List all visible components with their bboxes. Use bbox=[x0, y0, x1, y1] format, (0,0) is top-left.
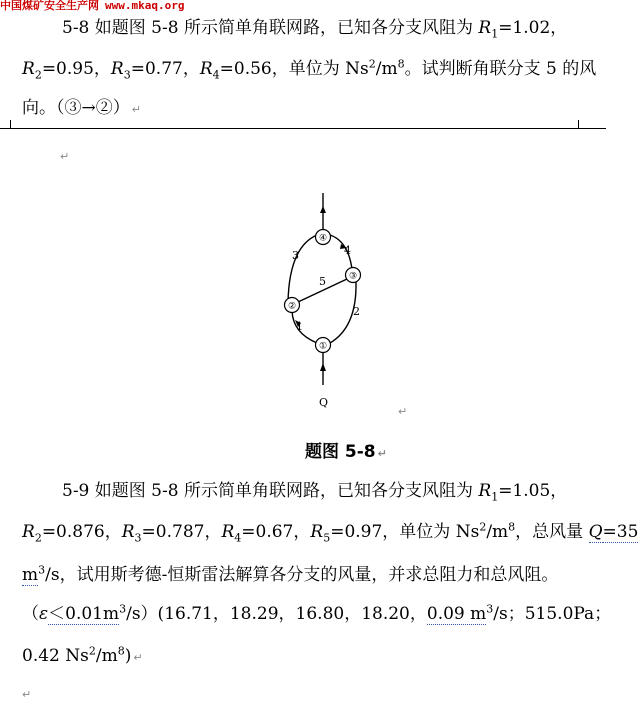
text-span: R bbox=[22, 59, 35, 79]
text-span: 3 bbox=[486, 602, 494, 616]
text-span: ↵ bbox=[377, 447, 387, 460]
text-span: 向。（③→②） bbox=[22, 98, 130, 118]
node-2-label: ② bbox=[287, 301, 297, 312]
text-span: R bbox=[221, 522, 235, 542]
branch-2-label: 2 bbox=[353, 305, 360, 318]
problem-5-9-line-4 bbox=[22, 603, 611, 625]
text-span: /m bbox=[486, 522, 509, 542]
branch-3 bbox=[288, 235, 317, 303]
text-span: 1 bbox=[491, 490, 499, 504]
text-span: 2 bbox=[34, 68, 42, 82]
text-span: =1.05， bbox=[498, 481, 568, 501]
paragraph-mark: ↵ bbox=[131, 103, 141, 116]
branch-4-label: 4 bbox=[344, 244, 351, 257]
text-span: 2 bbox=[88, 644, 96, 658]
flow-q-label: Q bbox=[319, 396, 329, 409]
branch-3-label: 3 bbox=[292, 249, 299, 262]
page-rule bbox=[0, 128, 606, 129]
text-span: =0.67， bbox=[241, 522, 311, 542]
node-4-label: ④ bbox=[318, 233, 328, 244]
text-span: R bbox=[478, 481, 492, 501]
problem-5-8-line-3 bbox=[22, 97, 141, 121]
text-span: 0.42 Ns bbox=[22, 646, 89, 666]
text-span: 4 bbox=[212, 68, 220, 82]
text-span: /s，试用斯考德-恒斯雷法解算各分支的风量，并求总阻力和总风阻。 bbox=[45, 565, 559, 585]
node-3-label: ③ bbox=[348, 271, 358, 282]
site-name: 中国煤矿安全生产网 bbox=[0, 0, 99, 12]
text-span: R bbox=[121, 522, 135, 542]
problem-5-9-line-1 bbox=[62, 480, 567, 502]
text-span: R bbox=[199, 59, 213, 79]
text-span: ε bbox=[39, 604, 49, 624]
outflow-arrow bbox=[320, 206, 326, 213]
text-span: 8 bbox=[508, 520, 516, 534]
text-span: 2 bbox=[479, 520, 487, 534]
network-diagram bbox=[255, 185, 405, 415]
inflow-arrow bbox=[320, 363, 326, 371]
text-span: ) bbox=[124, 646, 132, 666]
text-span: m bbox=[22, 565, 39, 585]
problem-5-9-line-5 bbox=[22, 645, 143, 669]
problem-5-8-line-1 bbox=[62, 17, 567, 39]
text-span: /s）(16.71，18.29，16.80，18.20， bbox=[126, 604, 427, 624]
text-span: ↵ bbox=[133, 651, 143, 664]
paragraph-mark: ↵ bbox=[398, 405, 408, 418]
text-span: 8 bbox=[117, 644, 125, 658]
branch-5-label: 5 bbox=[319, 275, 326, 288]
text-span: 3 bbox=[134, 531, 142, 545]
text-span: 。试判断角联分支 5 的风 bbox=[404, 59, 597, 79]
text-span: ，总风量 bbox=[515, 522, 589, 542]
problem-5-8-line-2 bbox=[22, 58, 596, 80]
text-span: /m bbox=[375, 59, 398, 79]
text-span: 题图 5-8 bbox=[305, 442, 376, 462]
text-span: 2 bbox=[368, 57, 376, 71]
text-span: R bbox=[110, 59, 124, 79]
text-span: =0.876， bbox=[41, 522, 122, 542]
text-span: 3 bbox=[119, 602, 127, 616]
text-span: =0.95， bbox=[41, 59, 111, 79]
text-span: 5-8 如题图 5-8 所示简单角联网路，已知各分支风阻为 bbox=[62, 18, 479, 38]
text-span: 3 bbox=[123, 68, 131, 82]
text-span: 1 bbox=[491, 27, 499, 41]
text-span: =0.77， bbox=[130, 59, 200, 79]
text-span: =0.56，单位为 Ns bbox=[219, 59, 369, 79]
text-span: R bbox=[478, 18, 492, 38]
text-span: R bbox=[310, 522, 324, 542]
text-span: 3 bbox=[38, 563, 46, 577]
text-span: R bbox=[22, 522, 35, 542]
text-span: 5-9 如题图 5-8 所示简单角联网路，已知各分支风阻为 bbox=[62, 481, 479, 501]
node-1-label: ① bbox=[318, 341, 328, 352]
text-span: ＜0.01m bbox=[48, 604, 120, 624]
text-span: =0.787， bbox=[141, 522, 222, 542]
text-span: =1.02， bbox=[498, 18, 568, 38]
text-span: 2 bbox=[34, 531, 42, 545]
text-span: Q bbox=[588, 522, 603, 542]
text-span: /s；515.0Pa； bbox=[493, 604, 612, 624]
text-span: 5 bbox=[323, 531, 331, 545]
figure-caption bbox=[305, 437, 387, 462]
text-span: =0.97，单位为 Ns bbox=[330, 522, 480, 542]
corner-mark bbox=[578, 120, 579, 128]
text-span: 4 bbox=[234, 531, 242, 545]
paragraph-mark: ↵ bbox=[60, 150, 70, 163]
paragraph-mark: ↵ bbox=[22, 688, 32, 701]
text-span: （ bbox=[22, 604, 39, 624]
text-span: =35 bbox=[602, 522, 638, 542]
problem-5-9-line-2 bbox=[22, 521, 638, 543]
text-span: 8 bbox=[397, 57, 405, 71]
site-url[interactable]: www.mkaq.org bbox=[105, 0, 185, 12]
site-header bbox=[0, 0, 184, 12]
corner-mark bbox=[10, 120, 11, 128]
problem-5-9-line-3 bbox=[22, 564, 558, 586]
text-span: /m bbox=[95, 646, 118, 666]
text-span: 0.09 m bbox=[426, 604, 487, 624]
branch-1-label: 1 bbox=[296, 320, 303, 333]
